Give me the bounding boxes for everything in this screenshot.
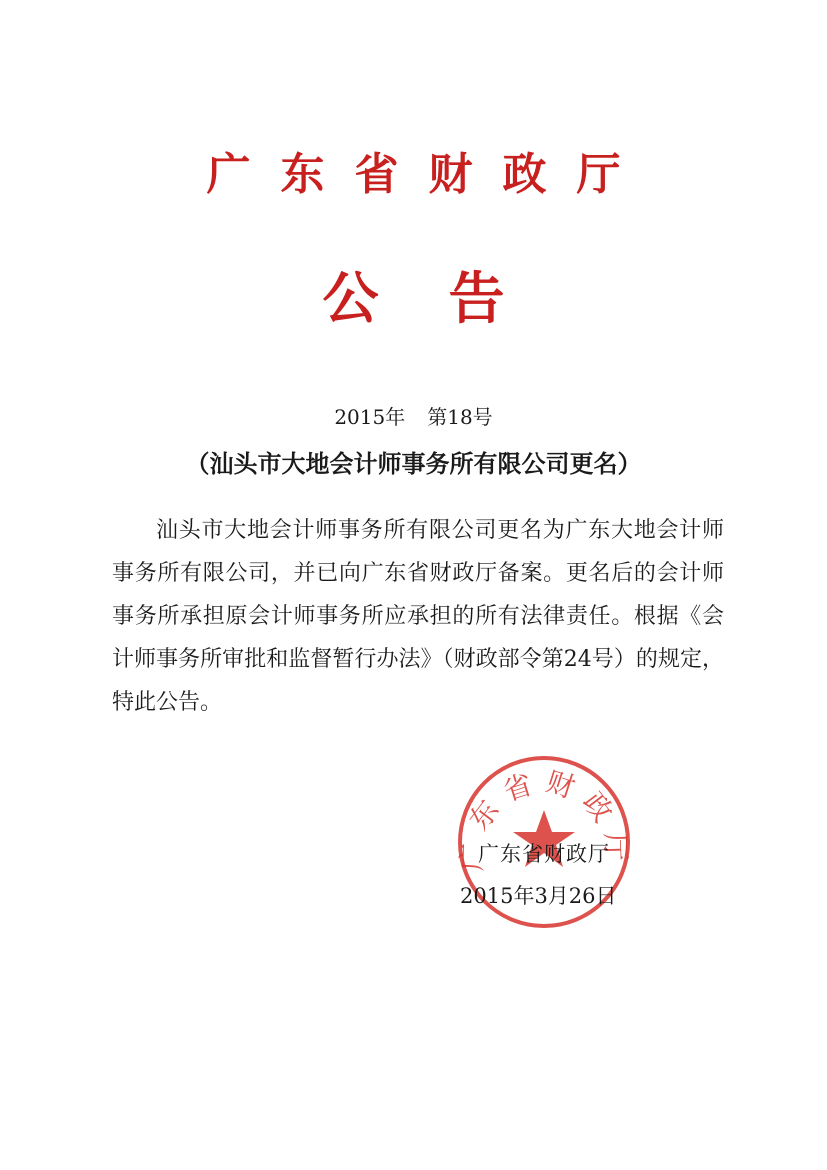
signature-date: 2015年3月26日	[460, 884, 617, 908]
signature-organization: 广东省财政厅	[478, 842, 610, 866]
document-type-heading: 公告	[322, 267, 575, 332]
document-subject: （汕头市大地会计师事务所有限公司更名）	[185, 450, 642, 478]
issuer-title: 广东省财政厅	[206, 149, 651, 200]
document-serial: 第18号	[427, 405, 493, 429]
document-number	[0, 401, 827, 430]
document-year: 2015年	[334, 405, 406, 429]
seal-text: 广东省财政厅	[455, 764, 633, 872]
announcement-body: 汕头市大地会计师事务所有限公司更名为广东大地会计师事务所有限公司，并已向广东省财政厅备案。更名后的会计师事务所承担原会计师事务所应承担的所有法律责任。根据《会计师事务所审批和监督暂行办法》（财政部令第24号）的规定，特此公告。	[112, 518, 724, 715]
